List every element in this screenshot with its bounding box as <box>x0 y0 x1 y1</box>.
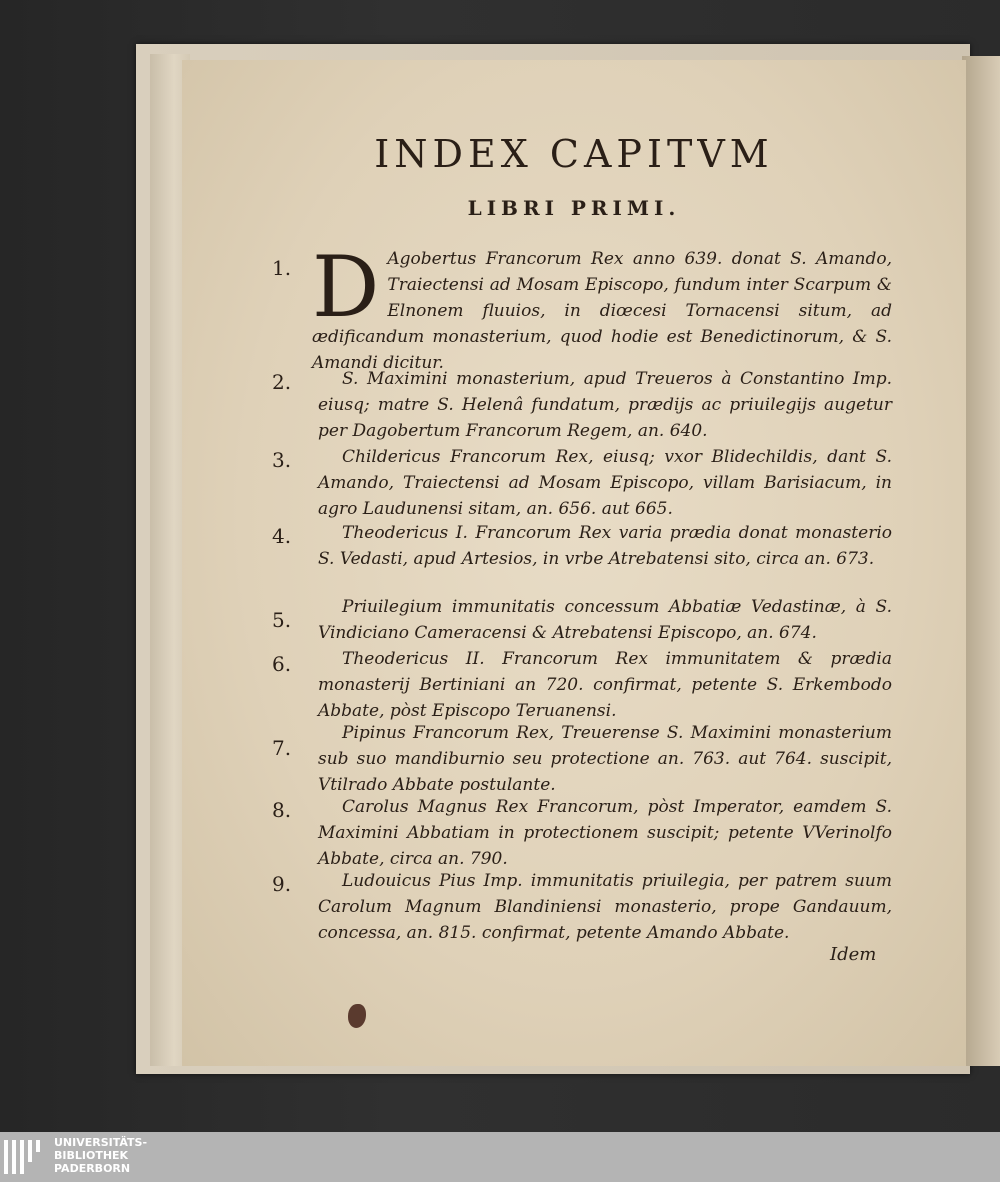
library-name-line: PADERBORN <box>54 1162 131 1175</box>
entry-text: Carolus Magnus Rex Francorum, pòst Imperator, eamdem S. Maximini Abbatiam in protectionem suscipit; petente VVerinolfo Abbate, circa an. 790. <box>318 797 892 869</box>
library-name-line: UNIVERSITÄTS- <box>54 1136 148 1149</box>
catchword: Idem <box>830 944 877 965</box>
paper-stain <box>348 1004 366 1028</box>
page-title: INDEX CAPITVM <box>374 132 774 176</box>
entry-number: 6. <box>272 652 292 676</box>
page-subtitle: LIBRI PRIMI. <box>467 196 681 220</box>
entry-text: Theodericus II. Francorum Rex immunitatem & prædia monasterij Bertiniani an 720. confirmat, petente S. Erkembodo Abbate, pòst Episcopo Teruanensi. <box>318 649 892 721</box>
library-name-line: BIBLIOTHEK <box>54 1149 129 1162</box>
drop-cap: D <box>312 238 380 336</box>
entry-text: Priuilegium immunitatis concessum Abbatiæ Vedastinæ, à S. Vindiciano Cameracensi & Atrebatensi Episcopo, an. 674. <box>318 597 892 643</box>
entry-text: Ludouicus Pius Imp. immunitatis priuilegia, per patrem suum Carolum Magnum Blandiniensi monasterio, prope Gandauum, concessa, an. 815. confirmat, petente Amando Abbate. <box>318 871 892 943</box>
entry-number: 4. <box>272 524 292 548</box>
entry-number: 1. <box>272 256 292 280</box>
entry-text: Theodericus I. Francorum Rex varia prædia donat monasterio S. Vedasti, apud Artesios, in vrbe Atrebatensi sito, circa an. 673. <box>318 523 892 569</box>
entry-number: 9. <box>272 872 292 896</box>
entry-text: Childericus Francorum Rex, eiusq; vxor Blidechildis, dant S. Amando, Traiectensi ad Mosam Episcopo, villam Barisiacum, in agro Laudunensi sitam, an. 656. aut 665. <box>318 447 892 519</box>
library-footer-bar <box>0 1132 1000 1182</box>
entry-text: S. Maximini monasterium, apud Treueros à Constantino Imp. eiusq; matre S. Helenâ fundatum, prædijs ac priuilegijs augetur per Dagobertum Francorum Regem, an. 640. <box>318 369 892 441</box>
entry-text-body: Agobertus Francorum Rex anno 639. donat S. Amando, Traiectensi ad Mosam Episcopo, fundum inter Scarpum & Elnonem fluuios, in diœcesi Tornacensi situm, ad ædificandum monasterium, quod hodie est Benedictinorum, & S. Amandi dicitur. <box>312 249 892 373</box>
library-name <box>54 1136 147 1175</box>
entry-number: 3. <box>272 448 292 472</box>
facing-page-edge <box>962 56 1000 1066</box>
entry-number: 7. <box>272 736 292 760</box>
entry-text <box>312 238 892 376</box>
book-page <box>182 60 966 1066</box>
entry-text: Pipinus Francorum Rex, Treuerense S. Maximini monasterium sub suo mandiburnio seu protectione an. 763. aut 764. suscipit, Vtilrado Abbate postulante. <box>318 723 892 795</box>
entry-number: 2. <box>272 370 292 394</box>
library-logo-icon <box>4 1140 46 1174</box>
entry-number: 5. <box>272 608 292 632</box>
entry-number: 8. <box>272 798 292 822</box>
